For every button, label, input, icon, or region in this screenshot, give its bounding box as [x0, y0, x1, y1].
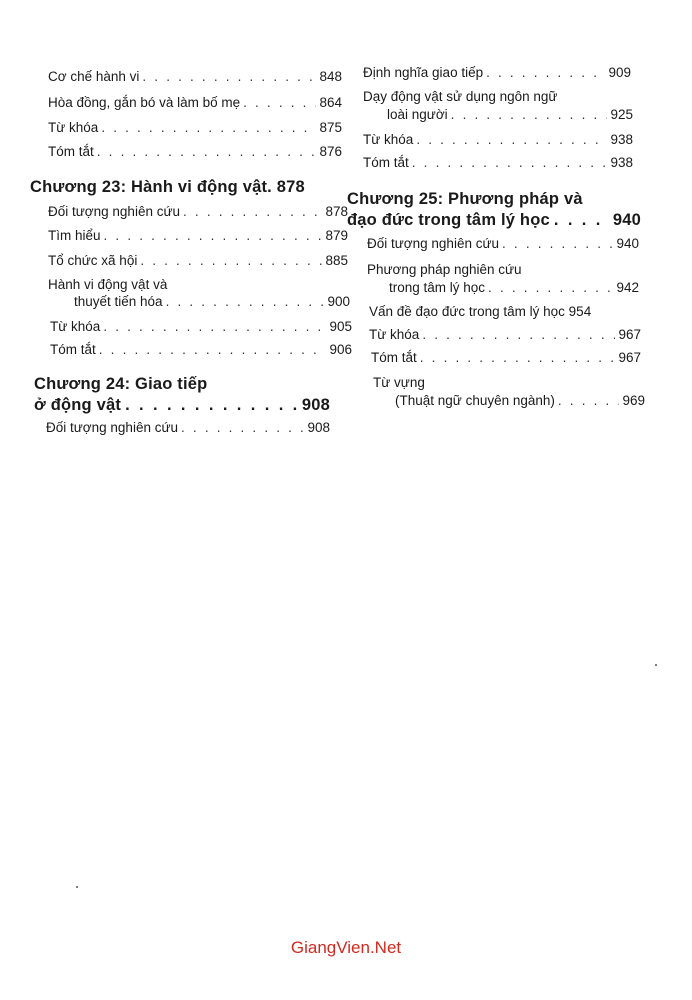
toc-entry[interactable] [50, 318, 352, 335]
entry-title: loài người [387, 107, 448, 122]
chapter-title-line2: đạo đức trong tâm lý học [347, 211, 550, 229]
toc-entry[interactable] [363, 154, 633, 171]
entry-page: 967 [618, 327, 641, 342]
chapter-title-line1: Chương 25: Phương pháp và [347, 190, 583, 208]
entry-title: Tìm hiểu [48, 228, 101, 243]
entry-title: Đối tượng nghiên cứu [46, 420, 179, 435]
entry-page: 969 [622, 393, 645, 408]
toc-entry[interactable] [363, 64, 631, 81]
toc-entry[interactable] [48, 119, 342, 136]
chapter-23-heading[interactable] [30, 177, 330, 198]
dot-leader [488, 279, 613, 296]
dot-leader [558, 392, 620, 409]
dot-leader [104, 227, 323, 244]
toc-entry[interactable] [373, 374, 645, 409]
entry-title: Hòa đồng, gắn bó và làm bố mẹ [48, 95, 241, 110]
dot-leader [451, 106, 608, 123]
entry-title: Cơ chế hành vi [48, 69, 140, 84]
entry-page: 940 [616, 236, 639, 251]
entry-page: 925 [610, 107, 633, 122]
entry-page: 864 [319, 95, 342, 110]
entry-page: 942 [616, 280, 639, 295]
dot-leader [502, 235, 613, 252]
chapter-25-heading[interactable] [347, 189, 641, 231]
entry-page: 938 [610, 155, 633, 170]
toc-entry[interactable] [371, 349, 641, 366]
dot-leader [101, 119, 316, 136]
entry-page: 876 [319, 144, 342, 159]
toc-entry[interactable] [363, 131, 633, 148]
chapter-title: Chương 23: Hành vi động vật. [30, 178, 272, 196]
entry-title-line1: Dạy động vật sử dụng ngôn ngữ [363, 89, 558, 104]
toc-entry[interactable] [369, 326, 641, 343]
entry-title: Tóm tắt [50, 342, 96, 357]
entry-page: 967 [618, 350, 641, 365]
entry-title-line1: Từ vựng [373, 375, 425, 390]
entry-title-line1: Phương pháp nghiên cứu [367, 262, 522, 277]
entry-page: 885 [325, 253, 348, 268]
entry-title: Từ khóa [50, 319, 101, 334]
chapter-24-heading[interactable] [34, 374, 330, 416]
entry-page: 878 [325, 204, 348, 219]
dot-leader [420, 349, 616, 366]
dot-leader [142, 68, 316, 85]
toc-entry[interactable] [50, 341, 352, 358]
entry-title: Từ khóa [363, 132, 414, 147]
entry-title-line1: Hành vi động vật và [48, 277, 168, 292]
dot-leader [181, 419, 304, 436]
entry-page: 900 [327, 294, 350, 309]
dot-leader [99, 341, 327, 358]
entry-page: 906 [329, 342, 352, 357]
entry-title: (Thuật ngữ chuyên ngành) [395, 393, 555, 408]
toc-entry[interactable] [367, 235, 639, 252]
toc-entry[interactable] [48, 276, 350, 310]
dot-leader [243, 94, 316, 111]
toc-entry[interactable] [48, 94, 342, 111]
entry-title: thuyết tiến hóa [74, 294, 163, 309]
entry-title: Từ khóa [48, 120, 99, 135]
dot-leader [183, 203, 322, 220]
entry-page: 879 [325, 228, 348, 243]
chapter-title-line1: Chương 24: Giao tiếp [34, 375, 208, 393]
entry-page: 905 [329, 319, 352, 334]
dot-leader [103, 318, 326, 335]
entry-title: Tóm tắt [363, 155, 409, 170]
dot-leader [554, 210, 609, 231]
toc-entry[interactable] [48, 143, 342, 160]
entry-title: Đối tượng nghiên cứu [48, 204, 181, 219]
entry-title: Từ khóa [369, 327, 420, 342]
dot-leader [416, 131, 607, 148]
entry-title: Tổ chức xã hội [48, 253, 138, 268]
entry-page: 908 [307, 420, 330, 435]
entry-title: Vấn đề đạo đức trong tâm lý học [369, 304, 565, 319]
entry-title: Định nghĩa giao tiếp [363, 65, 484, 80]
dot-leader [125, 395, 298, 416]
entry-title: Đối tượng nghiên cứu [367, 236, 500, 251]
chapter-page: 940 [612, 211, 641, 229]
entry-title: Tóm tắt [371, 350, 417, 365]
scan-speck [76, 886, 78, 888]
dot-leader [97, 143, 317, 160]
toc-entry[interactable] [48, 252, 348, 269]
dot-leader [422, 326, 615, 343]
dot-leader [486, 64, 605, 81]
entry-page: 938 [610, 132, 633, 147]
chapter-page: 878 [276, 178, 305, 196]
entry-title: Tóm tắt [48, 144, 94, 159]
entry-page: 875 [319, 120, 342, 135]
toc-entry[interactable] [46, 419, 330, 436]
dot-leader [166, 293, 325, 310]
dot-leader [140, 252, 322, 269]
entry-title: trong tâm lý học [389, 280, 486, 295]
dot-leader [412, 154, 608, 171]
toc-entry[interactable] [48, 203, 348, 220]
entry-page: 909 [608, 65, 631, 80]
toc-entry[interactable] [48, 227, 348, 244]
toc-entry[interactable] [369, 303, 641, 320]
entry-page: 954 [568, 304, 592, 319]
toc-entry[interactable] [367, 261, 639, 296]
entry-page: 848 [319, 69, 342, 84]
toc-entry[interactable] [363, 88, 633, 123]
watermark-logo[interactable]: GiangVien.Net [290, 938, 402, 957]
scan-speck [655, 664, 657, 666]
chapter-title-line2: ở động vật [34, 396, 122, 414]
toc-entry[interactable] [48, 68, 342, 85]
chapter-page: 908 [301, 396, 330, 414]
